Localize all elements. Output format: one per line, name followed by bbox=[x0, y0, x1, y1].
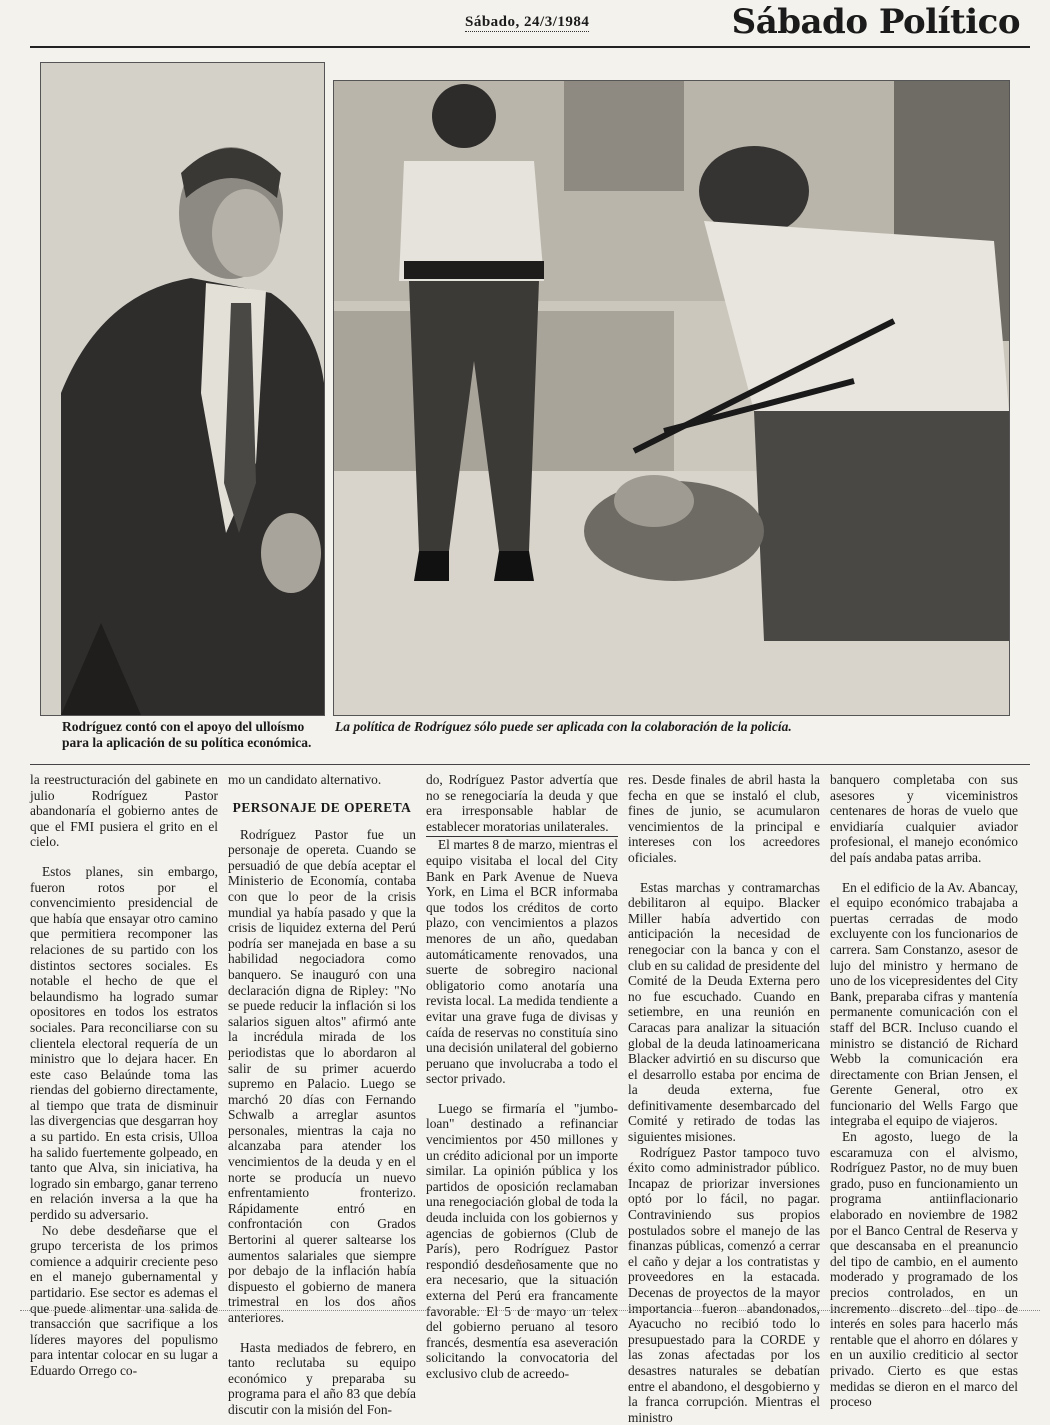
paragraph: En agosto, luego de la escaramuza con el alvismo, Rodríguez Pastor, no de muy buen grado, puso en funcionamiento un programa antiinflacionario elaborado en noviembre de 1982 por el Banco Central de Reserva y que descansaba en el preanuncio del tipo de cambio, en el aumento moderado y programado de los precios controlados, en un incremento discreto del tipo de interés en soles para hacerlo más rentable que el ahorro en dólares y en un auxilio crediticio al sector privado. Cierto es que estas medidas se dieron en el marco del proceso bbox=[830, 1129, 1018, 1410]
paragraph: res. Desde finales de abril hasta la fecha en que se instaló el club, fines de junio, se acumularon vencimientos de la principal e intereses con los acreedores oficiales. bbox=[628, 772, 820, 865]
page-edge bbox=[20, 1310, 1040, 1312]
article-column-1 bbox=[30, 772, 218, 1379]
paragraph: la reestructuración del gabinete en julio Rodríguez Pastor abandonaría el gobierno antes de que el FMI pusiera el grito en el cielo. bbox=[30, 772, 218, 850]
paragraph: En el edificio de la Av. Abancay, el equipo económico trabajaba a puertas cerradas de modo excluyente con los funcionarios de carrera. Sam Constanzo, asesor de lujo del ministro y hermano de uno de los vicepresidentes del City Bank, preparaba cifras y mantenía permanente comunicación con el staff del BCR. Incluso cuando el ministro se distanció de Richard Webb la comunicación era directamente con Brian Jensen, el Gerente General, otro ex funcionario del Wells Fargo que integraba el equipo de viajeros. bbox=[830, 879, 1018, 1129]
paragraph: banquero completaba con sus asesores y viceministros centenares de horas de vuelo que envidiaría cualquier aviador profesional, el manejo económico del país andaba patas arriba. bbox=[830, 772, 1018, 865]
article-column-3 bbox=[426, 772, 618, 1382]
paragraph: El martes 8 de marzo, mientras el equipo visitaba el local del City Bank en Park Avenue de Nueva York, en Lima el BCR informaba que todos los créditos de corto plazo, con vencimientos a plazos menores de un año, quedaban automáticamente renovados, una suerte de sobregiro nacional obligatorio como anotaría una revista local. La medida tendiente a evitar una grave fuga de divisas y caída de reservas no constituía sino una decisión unilateral del gobierno peruano que involucraba a todo el sector privado. bbox=[426, 837, 618, 1087]
caption-left: Rodríguez contó con el apoyo del ulloísmo para la aplicación de su política económica. bbox=[62, 719, 312, 750]
caption-right: La política de Rodríguez sólo puede ser aplicada con la colaboración de la policía. bbox=[335, 719, 792, 734]
masthead-title: Sábado Político bbox=[731, 2, 1020, 42]
paragraph: Rodríguez Pastor fue un personaje de opereta. Cuando se persuadió de que debía aceptar el Ministerio de Economía, contaba con que lo peor de la crisis mundial ya había pasado y que la crisis de liquidez externa del Perú podría ser manejada en base a su habilidad negociadora como banquero. Se inauguró con una declaración digna de Ripley: "No se puede reducir la inflación si los salarios siguen altos" afirmó ante la incrédula mirada de los periodistas que lo abordaron al salir de su primer acuerdo supremo en Palacio. Luego se marchó 20 días con Fernando Schwalb a arreglar asuntos personales, mientras la caja no alcanzaba para atender los vencimientos de la deuda y en el norte se producía un nuevo enfrentamiento fronterizo. Rápidamente entró en confrontación con Grados Bertorini al querer saltearse los aumentos salariales que siempre por debajo de la inflación había dispuesto el gobierno de manera trimestral en los dos años anteriores. bbox=[228, 826, 416, 1325]
paragraph: mo un candidato alternativo. bbox=[228, 772, 382, 787]
masthead-rule bbox=[30, 46, 1030, 48]
article-column-2 bbox=[228, 772, 416, 1418]
photo-portrait bbox=[40, 62, 325, 716]
paragraph: Estas marchas y contramarchas debilitaron al equipo. Blacker Miller había advertido con anticipación la necesidad de renegociar con la banca y con el club en su calidad de presidente del Comité de la Deuda Externa pero no fue escuchado. Cuando en setiembre, en una reunión en Caracas para analizar la situación global de la deuda latinoamericana Blacker advirtió en su discurso que el desarrollo estaba por encima de la deuda externa, fue definitivamente desembarcado del Comité y retirado de todas las siguientes misiones. bbox=[628, 879, 820, 1145]
masthead-date: Sábado, 24/3/1984 bbox=[465, 14, 590, 30]
paragraph: do, Rodríguez Pastor advertía que no se renegociaría la deuda y que era irresponsable hablar de establecer moratorias unilaterales. bbox=[426, 772, 618, 837]
photo-police-scene bbox=[333, 80, 1010, 716]
article-column-5 bbox=[830, 772, 1018, 1410]
paragraph: Rodríguez Pastor tampoco tuvo éxito como administrador público. Incapaz de priorizar inversiones optó por lo fácil, no pagar. Contraviniendo sus propios postulados sobre el manejo de las finanzas públicas, comenzó a cerrar el caño y dejar a los contratistas y proveedores en la estacada. Decenas de proyectos de la mayor importancia fueron abandonados, Ayacucho no recibió todo lo presupuestado para la CORDE y las zonas afectadas por los desastres naturales se debatían entre el abandono, el desgobierno y la franca corrupción. Mientras el ministro bbox=[628, 1144, 820, 1425]
paragraph: Hasta mediados de febrero, en tanto reclutaba su equipo económico y preparaba su programa para el año 83 que debía discutir con la misión del Fon- bbox=[228, 1339, 416, 1417]
paragraph: Luego se firmaría el "jumbo-loan" destinado a refinanciar vencimientos por 450 millones y un crédito adicional por un importe similar. La opinión pública y los partidos de oposición reclamaban una renegociación global de toda la deuda incluida con los gobiernos y agencias de gobiernos (Club de París), pero Rodríguez Pastor respondió desdeñosamente que no era necesario, que la situación externa del Perú era francamente favorable. El 5 de mayo un telex del gobierno peruano al tesoro francés, desmentía esa aseveración solicitando la convocatoria del exclusivo club de acreedo- bbox=[426, 1100, 618, 1381]
article-column-4 bbox=[628, 772, 820, 1425]
paragraph: Estos planes, sin embargo, fueron rotos por el convencimiento presidencial de que había que ensayar otro camino que permitiera recomponer las relaciones de su partido con los distintos sectores sociales. Es notable el hecho de que el belaundismo ha logrado sumar opositores en todos los estratos sociales. Para reconciliarse con su clientela electoral requería de un ministro que lo dejara hacer. En este caso Belaúnde toma las riendas del gobierno directamente, al tiempo que trata de disminuir las divergencias que desgarran hoy a su partido. En esta crisis, Ulloa ha salido fuertemente golpeado, en tanto que Alva, sin iniciativa, ha logrado sin embargo, ganar terreno en relación inversa a la que ha perdido su adversario. bbox=[30, 863, 218, 1223]
section-subhead: PERSONAJE DE OPERETA bbox=[232, 799, 412, 815]
section-rule bbox=[30, 764, 1030, 765]
paragraph: No debe desdeñarse que el grupo tercerista de los primos comience a adquirir creciente peso en el manejo gubernamental y partidario. Ese sector es ademas el que puede alimentar una salida de transacción que sacrifique a los líderes mayores del populismo para intentar colocar en su lugar a Eduardo Orrego co- bbox=[30, 1222, 218, 1378]
